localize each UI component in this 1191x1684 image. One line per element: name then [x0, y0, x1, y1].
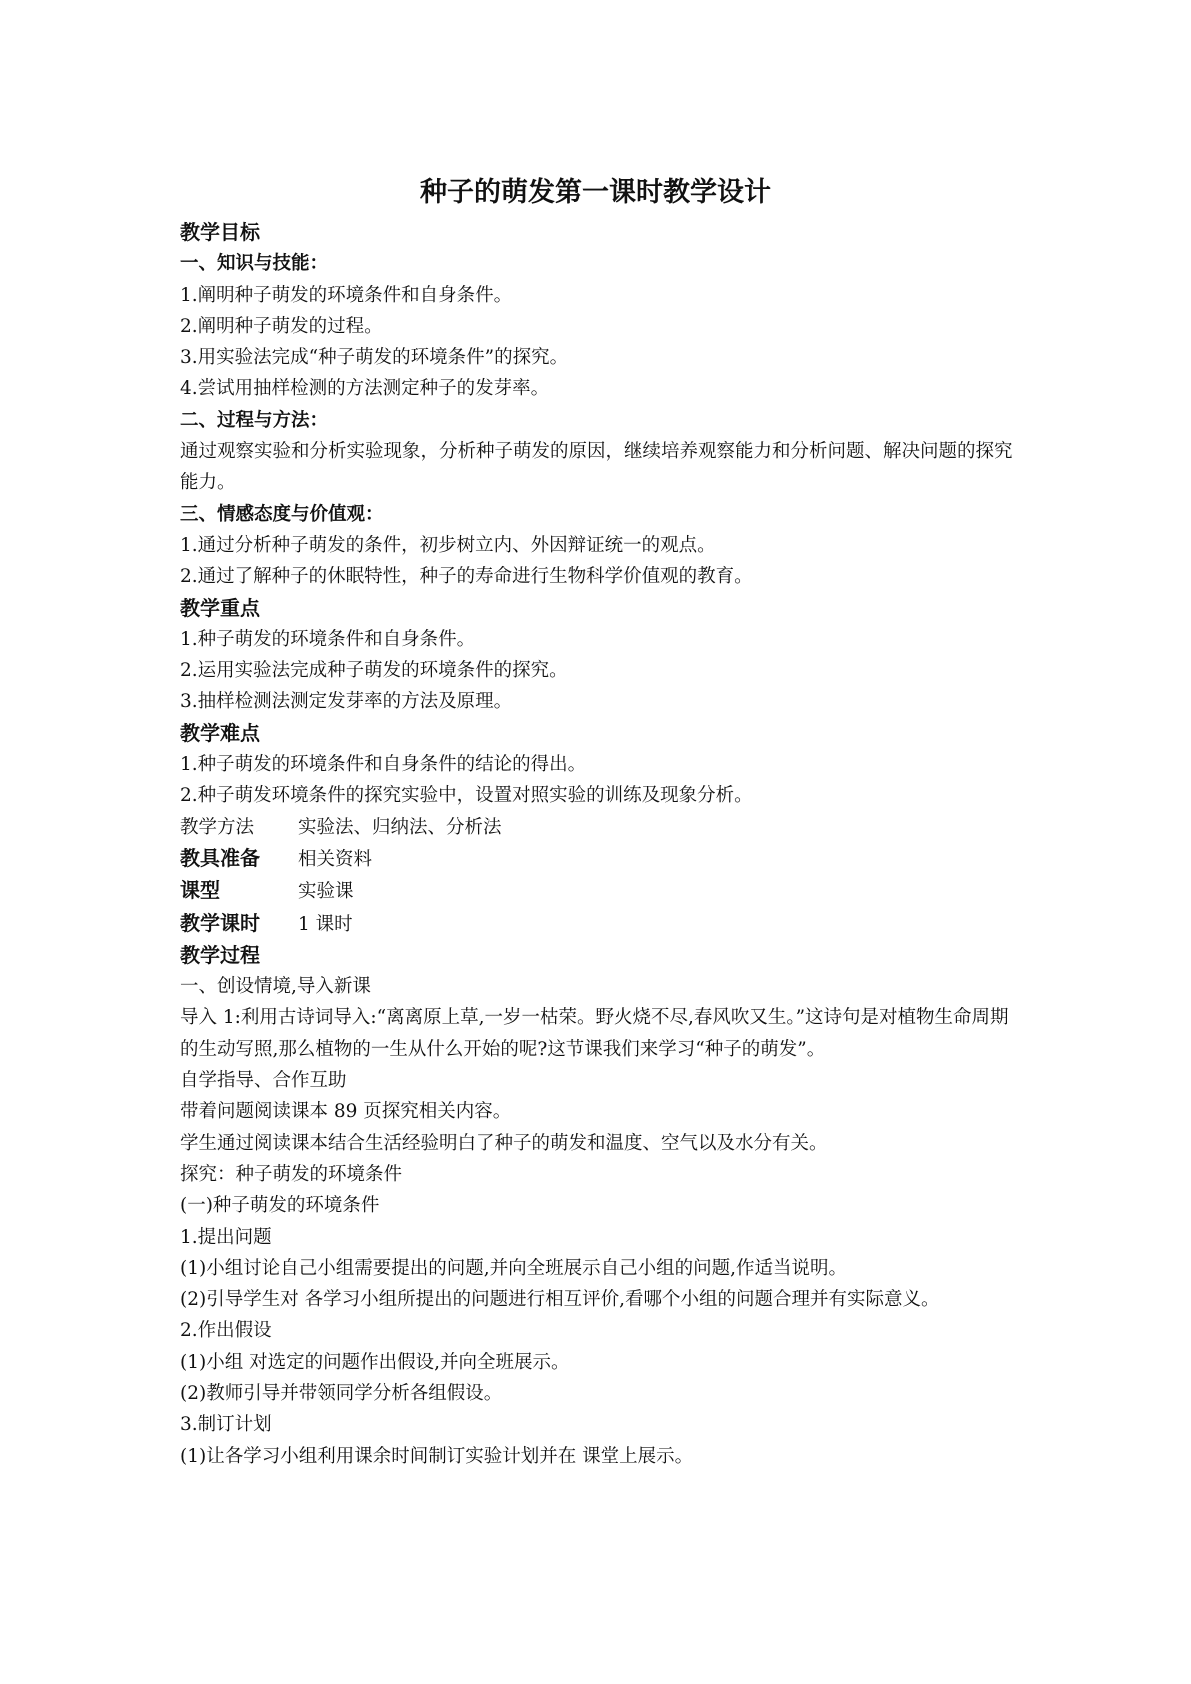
- key-point-item: 2.运用实验法完成种子萌发的环境条件的探究。: [180, 660, 568, 682]
- procedure-line: 学生通过阅读课本结合生活经验明白了种子的萌发和温度、空气以及水分有关。: [180, 1132, 828, 1154]
- procedure-line: (1)小组讨论自己小组需要提出的问题,并向全班展示自己小组的问题,作适当说明。: [180, 1257, 847, 1279]
- procedure-line: (一)种子萌发的环境条件: [180, 1195, 380, 1217]
- difficulty-item: 1.种子萌发的环境条件和自身条件的结论的得出。: [180, 754, 587, 776]
- section-heading-procedure: 教学过程: [180, 942, 260, 967]
- procedure-line: 3.制订计划: [180, 1414, 272, 1436]
- procedure-line: 2.作出假设: [180, 1320, 272, 1342]
- process-paragraph: 通过观察实验和分析实验现象，分析种子萌发的原因，继续培养观察能力和分析问题、解决问题的探究能力。: [180, 441, 1013, 494]
- emotion-item: 1.通过分析种子萌发的条件，初步树立内、外因辩证统一的观点。: [180, 534, 716, 556]
- procedure-line: 导入 1:利用古诗词导入:“离离原上草,一岁一枯荣。野火烧不尽,春风吹又生。”这诗句是对植物生命周期的生动写照,那么植物的一生从什么开始的呢?这节课我们来学习“种子的萌发”。: [180, 1007, 1009, 1060]
- emotion-item: 2.通过了解种子的休眠特性，种子的寿命进行生物科学价值观的教育。: [180, 566, 753, 588]
- knowledge-item: 4.尝试用抽样检测的方法测定种子的发芽率。: [180, 378, 550, 400]
- method-value: 实验法、归纳法、分析法: [298, 816, 502, 838]
- difficulty-item: 2.种子萌发环境条件的探究实验中，设置对照实验的训练及现象分析。: [180, 785, 753, 807]
- subheading-emotion: 三、情感态度与价值观：: [180, 503, 384, 525]
- type-label: 课型: [180, 878, 220, 903]
- hours-value: 1 课时: [298, 913, 353, 935]
- section-heading-key-points: 教学重点: [180, 595, 260, 620]
- section-heading-difficulties: 教学难点: [180, 720, 260, 745]
- procedure-line: 一、创设情境,导入新课: [180, 976, 371, 998]
- procedure-line: 自学指导、合作互助: [180, 1070, 347, 1092]
- document-body: [180, 217, 1020, 1472]
- procedure-line: 带着问题阅读课本 89 页探究相关内容。: [180, 1101, 512, 1123]
- procedure-line: 探究：种子萌发的环境条件: [180, 1163, 403, 1185]
- subheading-knowledge: 一、知识与技能：: [180, 253, 329, 275]
- hours-label: 教学课时: [180, 910, 260, 935]
- knowledge-item: 2.阐明种子萌发的过程。: [180, 315, 383, 337]
- procedure-line: (1)让各学习小组利用课余时间制订实验计划并在 课堂上展示。: [180, 1445, 694, 1467]
- key-point-item: 3.抽样检测法测定发芽率的方法及原理。: [180, 691, 513, 713]
- tools-row: [180, 843, 1020, 875]
- method-label: 教学方法: [180, 816, 255, 838]
- subheading-process: 二、过程与方法：: [180, 409, 329, 431]
- knowledge-item: 1.阐明种子萌发的环境条件和自身条件。: [180, 284, 513, 306]
- procedure-line: (2)引导学生对 各学习小组所提出的问题进行相互评价,看哪个小组的问题合理并有实际意义。: [180, 1289, 940, 1311]
- tools-label: 教具准备: [180, 845, 260, 870]
- key-point-item: 1.种子萌发的环境条件和自身条件。: [180, 628, 476, 650]
- type-value: 实验课: [298, 881, 354, 903]
- type-row: [180, 875, 1020, 907]
- method-row: [180, 812, 1020, 843]
- procedure-line: 1.提出问题: [180, 1226, 272, 1248]
- hours-row: [180, 908, 1020, 940]
- knowledge-item: 3.用实验法完成“种子萌发的环境条件”的探究。: [180, 347, 569, 369]
- procedure-line: (1)小组 对选定的问题作出假设,并向全班展示。: [180, 1351, 570, 1373]
- section-heading-goals: 教学目标: [180, 220, 260, 244]
- tools-value: 相关资料: [298, 848, 373, 870]
- document-title: 种子的萌发第一课时教学设计: [420, 177, 771, 208]
- procedure-line: (2)教师引导并带领同学分析各组假设。: [180, 1382, 503, 1404]
